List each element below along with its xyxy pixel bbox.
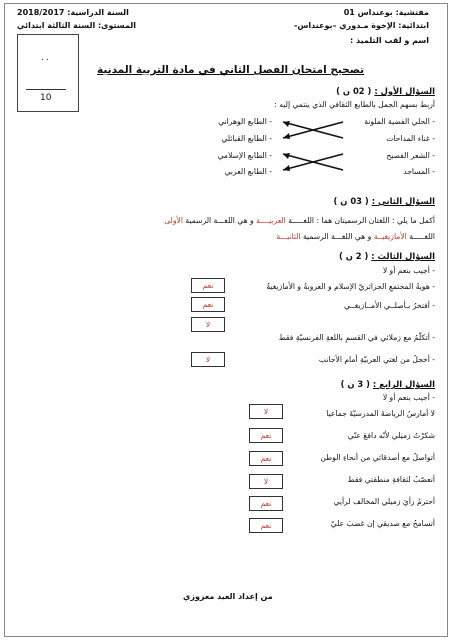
q1-right-item: - الطابع الإسلامي	[217, 151, 272, 160]
q2-line2	[276, 232, 435, 241]
q1-label: السؤال الأول :	[374, 86, 435, 96]
q3-header	[339, 251, 435, 261]
grade-total: 10	[40, 93, 52, 103]
q3-answer-box: لا	[191, 317, 225, 332]
q4-header	[341, 379, 435, 389]
q3-answer-box: نعم	[191, 297, 225, 312]
q4-item-text: شكرْتُ زميلي لأنّه دافعَ عنّي	[347, 431, 435, 440]
q4-item-text: أتواصلُ مع أصدقائي من أنحاءِ الوطن	[320, 453, 435, 462]
q1-match-arrows	[275, 114, 355, 178]
school-year: السنة الدراسية: 2018/2017	[17, 8, 129, 17]
q4-points: ( 3 ن )	[340, 379, 370, 389]
q2-answer: العربيــــة	[256, 216, 286, 225]
q2-text: اللغـــــة	[288, 216, 315, 225]
q2-answer: الثانيـــة	[276, 232, 301, 241]
q3-answer-box: لا	[191, 352, 225, 367]
q3-item-text: - أفتخرُ بـأصلــي الأمــازيغــي	[344, 301, 435, 310]
footer-author: من إعداد العيد معزوزي	[183, 592, 273, 601]
grade-divider	[26, 89, 66, 90]
q2-answer: الأمازيغيــة	[373, 232, 407, 241]
q2-text: و هي اللغـــة الرسمية	[185, 216, 254, 225]
q4-answer-box: لا	[249, 474, 283, 489]
q4-instruction: - أجيب بنعم أو لا	[382, 393, 435, 402]
q4-answer-box: نعم	[249, 518, 283, 533]
q2-prompt: أكمل ما يلي : اللغتان الرسميتان هما :	[316, 216, 435, 225]
q2-text: و هي اللغـــة الرسمية	[302, 232, 372, 241]
student-name-label: اسم و لقب التلميذ :	[350, 36, 429, 45]
q4-item-text: أحترمُ رأيَ زميلي المخالف لرأيي	[333, 497, 435, 506]
q4-item-text: أتعصّبُ لثقافةِ منطقتي فقط	[347, 475, 435, 484]
q1-instruction: أربط بسهم الجمل بالطابع الثقافي الذي ينتمي إليه :	[274, 100, 435, 109]
q2-answer: الأولى	[164, 216, 183, 225]
q1-points: ( 02 ن )	[336, 86, 372, 96]
q4-answer-box: لا	[249, 404, 283, 419]
q3-item-text: - أتكلّمُ مع زملائي في القسمِ باللغةِ الفرنسيّةِ فقط	[278, 333, 435, 342]
q3-points: ( 2 ن )	[338, 251, 369, 261]
q2-header	[334, 196, 435, 206]
q3-label: السؤال الثالث :	[371, 251, 435, 261]
q1-right-item: - الطابع الوهراني	[218, 117, 272, 126]
q1-left-item: - المساجد	[403, 167, 435, 176]
inspectorate: مفتشية: بوعنداس 01	[343, 8, 429, 17]
q3-instruction: - أجيب بنعم أو لا	[382, 266, 435, 275]
q1-right-item: - الطابع العربي	[224, 167, 272, 176]
q3-item-text: - أخجلُ من لغتي العربيّةِ أمام الأجانب	[318, 355, 435, 364]
level: المستوى: السنة الثالثة ابتدائي	[17, 21, 137, 30]
q2-points: ( 03 ن )	[333, 196, 369, 206]
q1-left-item: - الشعر الفصيح	[386, 151, 435, 160]
q4-item-text: لا أمارسُ الرياضةَ المدرسيّةَ جماعيا	[326, 409, 435, 418]
q2-label: السؤال الثاني :	[371, 196, 435, 206]
q4-answer-box: نعم	[249, 496, 283, 511]
page-title: تصحيح امتحان الفصل الثاني في مادة التربية المدنية	[97, 64, 365, 76]
exam-page	[4, 3, 448, 637]
grade-box	[17, 34, 79, 112]
q1-left-item: - غناء المداحات	[386, 134, 435, 143]
q2-line1	[164, 216, 435, 225]
q4-label: السؤال الرابع :	[372, 379, 435, 389]
q1-right-item: - الطابع القبائلي	[221, 134, 272, 143]
school-name: ابتدائية: الإخوة مـدوري –بوعنداس-	[294, 21, 429, 30]
q3-answer-box: نعم	[191, 278, 225, 293]
grade-score: ٠٠	[40, 55, 50, 65]
q3-item-text: - هويةُ المجتمعِ الجزائريّ الإسلام و العروبةُ و الأمازيغيةُ	[266, 282, 435, 291]
q1-left-item: - الحلي الفضية الملونة	[364, 117, 435, 126]
q4-item-text: أتسامحُ مع صديقي إن غضبَ عليّ	[330, 519, 435, 528]
q2-text: اللغـــــة	[409, 232, 435, 241]
q4-answer-box: نعم	[249, 451, 283, 466]
q4-answer-box: نعم	[249, 428, 283, 443]
q1-header	[336, 86, 435, 96]
